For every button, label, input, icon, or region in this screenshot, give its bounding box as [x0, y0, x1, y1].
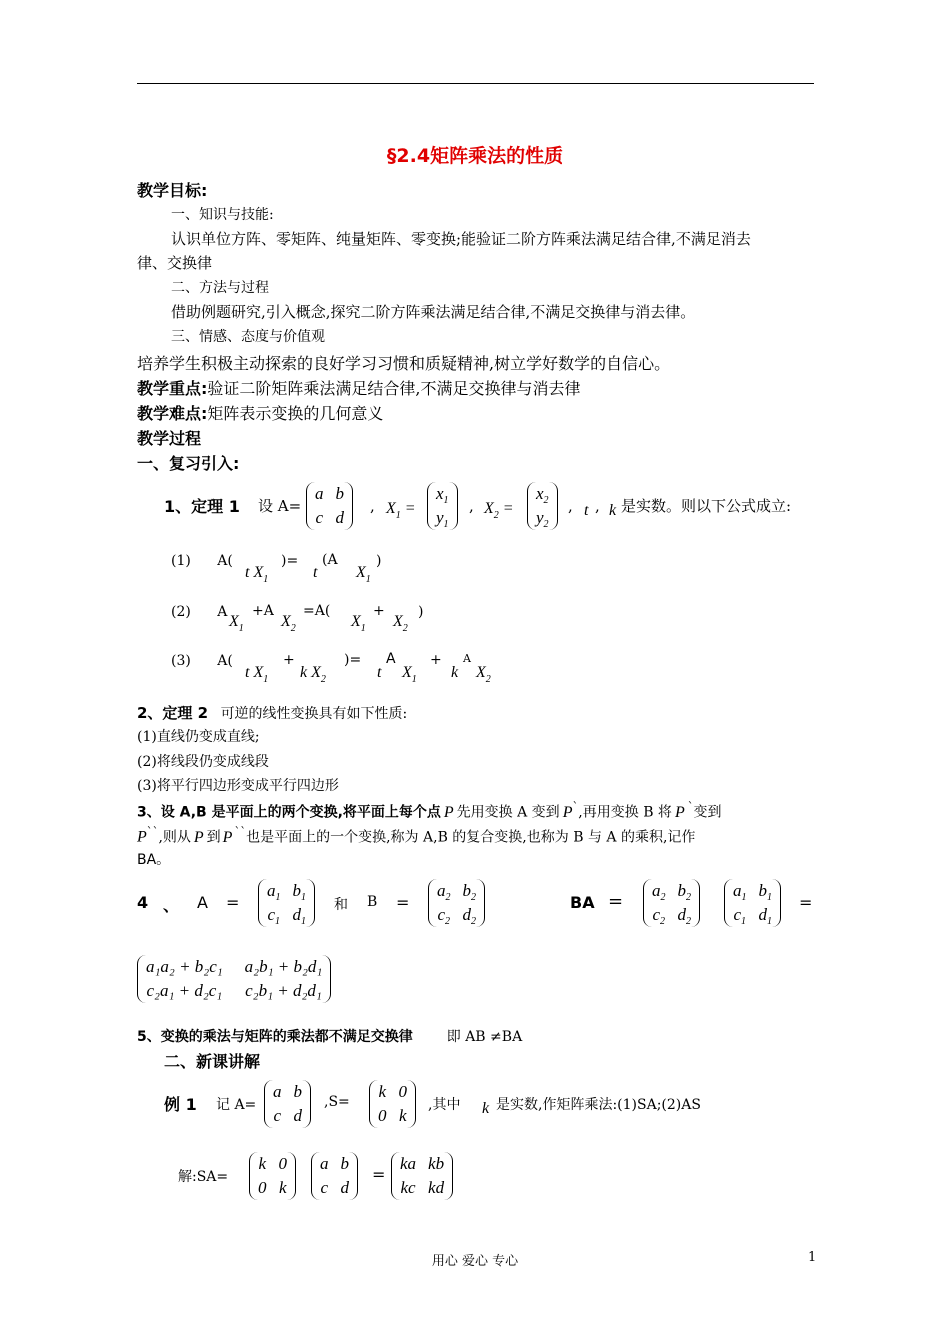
para4-eq: =	[226, 893, 240, 912]
goals-heading: 教学目标:	[137, 181, 208, 200]
page-number: 1	[808, 1250, 817, 1265]
key-point	[137, 376, 581, 399]
matrix-A1: $a_1$ $b_1$ $c_1$ $d_1$	[258, 879, 315, 927]
comma: ,	[469, 497, 474, 515]
example1-d: 是实数,作矩阵乘法:(1)SA;(2)AS	[496, 1097, 701, 1113]
formula2-X1b: $X_1$	[351, 613, 366, 634]
k-symbol: k	[609, 502, 617, 519]
solution-matrix-S: k 0 0 k	[249, 1152, 296, 1200]
x1-symbol: $X_1$ =	[386, 500, 416, 521]
para4-B: B	[367, 894, 378, 910]
formula2-X1: $X_1$	[229, 613, 244, 634]
example-matrix-S: k 0 0 k	[369, 1080, 416, 1128]
formula2-eqA: =A(	[303, 603, 331, 619]
formula1-A: (A	[322, 552, 338, 568]
new-lesson-heading: 二、新课讲解	[164, 1052, 261, 1071]
formula2-X2: $X_2$	[281, 613, 296, 634]
formula2-close: )	[418, 604, 424, 620]
key-text: 验证二阶矩阵乘法满足结合律,不满足交换律与消去律	[207, 379, 581, 398]
goal2-text: 借助例题研究,引入概念,探究二阶方阵乘法满足结合律,不满足交换律与消去律。	[171, 303, 696, 321]
formula1-X1: $X_1$	[356, 564, 371, 585]
thm2-item-3: (3)将平行四边形变成平行四边形	[137, 778, 339, 794]
solution-matrix-A: a b c d	[311, 1152, 358, 1200]
diff-text: 矩阵表示变换的几何意义	[207, 404, 384, 423]
formula1-eq: )=	[281, 553, 299, 569]
para4-A: A	[197, 893, 208, 912]
comma: ,	[568, 497, 573, 515]
formula3-A: A	[386, 651, 396, 667]
example1-k: k	[482, 1100, 490, 1117]
para5: 5、变换的乘法与矩阵的乘法都不满足交换律 即 AB ≠BA	[137, 1029, 523, 1045]
formula3-plus2: +	[430, 652, 442, 668]
para4-num: 4	[137, 893, 149, 912]
para4-eq3: =	[608, 891, 624, 912]
goal3-heading: 三、情感、态度与价值观	[171, 329, 325, 345]
example1-c: ,其中	[428, 1097, 461, 1113]
example1-label: 例 1	[164, 1095, 197, 1114]
formula2-X2b: $X_2$	[393, 613, 408, 634]
formula3-X1: $X_1$	[402, 664, 417, 685]
goal1-heading: 一、知识与技能:	[171, 207, 274, 223]
para3-line2: P``,则从 P 到 P ``也是平面上的一个变换,称为 A,B 的复合变换,也称为 B 与 A 的乘积,记作	[137, 825, 696, 846]
solution-result: ka kb kc kd	[391, 1152, 453, 1200]
formula3-t: t	[377, 664, 382, 681]
thm1-label: 1、定理 1	[164, 497, 240, 516]
example1-b: ,S=	[324, 1094, 350, 1110]
vector-x1: $x_1$ $y_1$	[427, 482, 458, 530]
goal3-text: 培养学生积极主动探索的良好学习习惯和质疑精神,树立学好数学的自信心。	[137, 354, 671, 373]
formula3-tX1: t $X_1$	[245, 664, 269, 685]
x2-symbol: $X_2$ =	[484, 500, 514, 521]
formula3-kX2: k $X_2$	[300, 664, 326, 685]
thm1-pre: 设 A=	[258, 497, 302, 515]
para4-eq4: =	[799, 893, 813, 912]
formula3-eq: )=	[344, 652, 362, 668]
goal2-heading: 二、方法与过程	[171, 280, 269, 296]
example-matrix-A: a b c d	[264, 1080, 311, 1128]
footer-text: 用心 爱心 专心	[431, 1254, 519, 1269]
t-symbol: t	[584, 502, 589, 519]
para4-BA: BA	[570, 893, 595, 912]
formula3-plus: +	[283, 652, 295, 668]
thm2: 2、定理 2 可逆的线性变换具有如下性质:	[137, 704, 408, 722]
formula2: (2) A	[171, 604, 228, 620]
formula1-tX1: t $X_1$	[245, 564, 269, 585]
key-label: 教学重点:	[137, 379, 208, 398]
difficulty	[137, 401, 383, 424]
example1-a: 记 A=	[216, 1097, 257, 1113]
matrix-A: a b c d	[306, 482, 353, 530]
thm2-item-2: (2)将线段仍变成线段	[137, 754, 269, 770]
matrix-B: $a_2$ $b_2$ $c_2$ $d_2$	[428, 879, 485, 927]
solution-eq: =	[372, 1165, 386, 1184]
page-title: §2.4矩阵乘法的性质	[386, 145, 564, 167]
review-heading: 一、复习引入:	[137, 454, 240, 473]
comma: ,	[370, 497, 375, 515]
formula1-close: )	[376, 553, 382, 569]
formula3-X2: $X_2$	[476, 664, 491, 685]
comma: ,	[595, 497, 600, 515]
formula3: (3) A(	[171, 653, 233, 669]
goal1-text-cont: 律、交换律	[137, 254, 213, 272]
para4-and: 和	[334, 897, 348, 913]
matrix-A2: $a_1$ $b_1$ $c_1$ $d_1$	[724, 879, 781, 927]
formula2-plus: +	[373, 603, 385, 619]
formula3-k: k	[451, 664, 459, 681]
formula2-plusA: +A	[252, 603, 274, 619]
thm1-tail: 是实数。则以下公式成立:	[621, 497, 792, 515]
process-heading: 教学过程	[137, 429, 202, 448]
para3-line3: BA。	[137, 852, 171, 868]
para4-sep: 、	[163, 896, 180, 915]
diff-label: 教学难点:	[137, 404, 208, 423]
matrix-B2: $a_2$ $b_2$ $c_2$ $d_2$	[643, 879, 700, 927]
para4-eq2: =	[396, 893, 410, 912]
thm2-item-1: (1)直线仍变成直线;	[137, 729, 260, 745]
product-matrix: a₁a₂ + b₂c₁ a₂b₁ + b₂d₁ c₂a₁ + d₂c₁ c₂b₁ + d₂d₁	[137, 955, 331, 1003]
solution-label: 解:SA=	[178, 1169, 229, 1185]
formula3-A2: A	[463, 652, 471, 665]
para3-line1: 3、设 A,B 是平面上的两个变换,将平面上每个点 P 先用变换 A 变到 P`,再用变换 B 将 P `变到	[137, 800, 722, 821]
header-rule	[137, 83, 814, 84]
vector-x2: $x_2$ $y_2$	[527, 482, 558, 530]
formula1-t: t	[313, 564, 318, 581]
formula1: (1) A(	[171, 553, 233, 569]
goal1-text: 认识单位方阵、零矩阵、纯量矩阵、零变换;能验证二阶方阵乘法满足结合律,不满足消去	[171, 230, 751, 248]
